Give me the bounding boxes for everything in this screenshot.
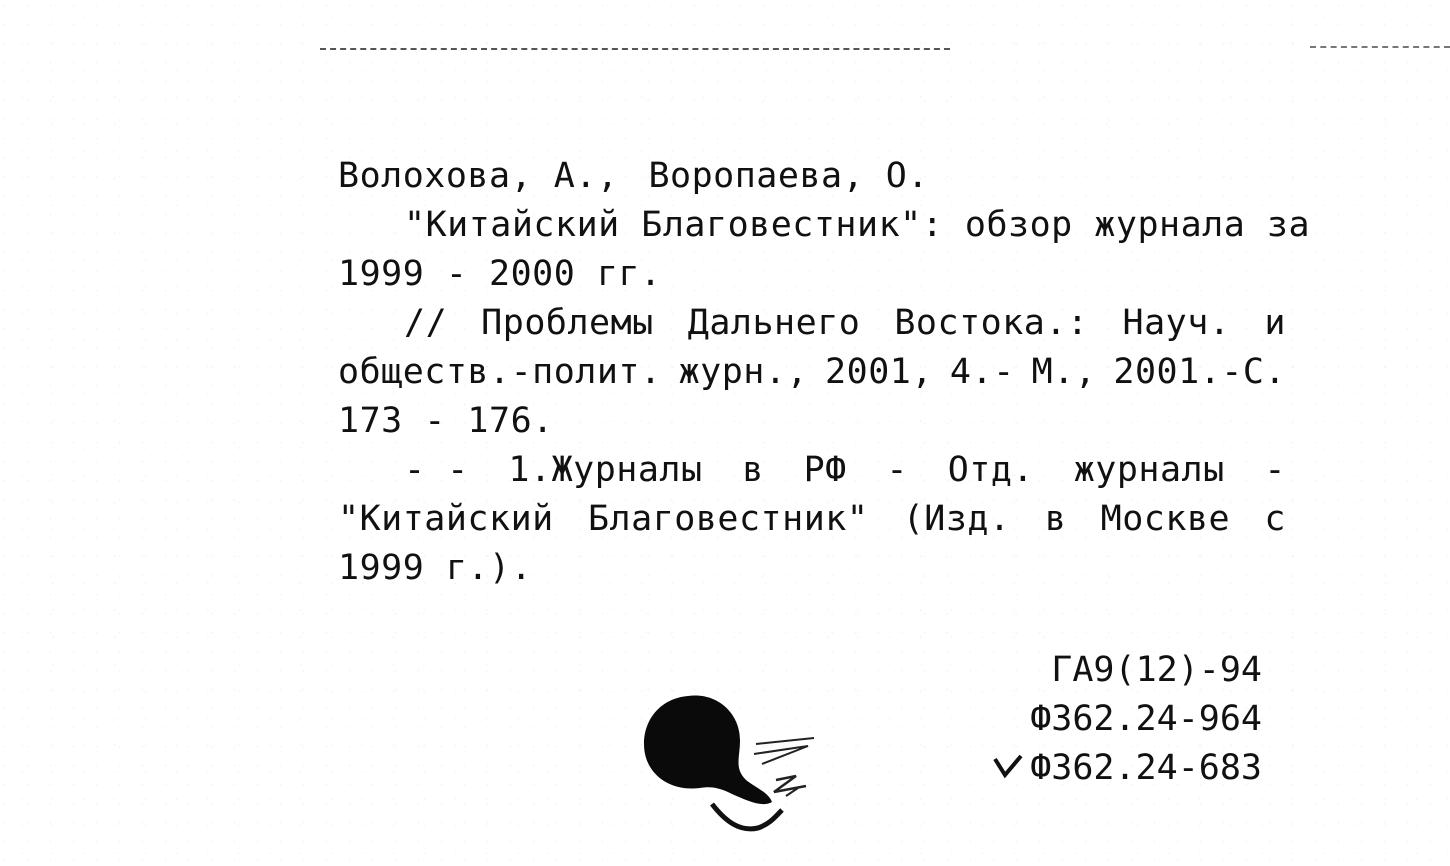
subject-word: Отд.	[947, 450, 1034, 490]
subject-word: в	[1044, 499, 1067, 539]
source-word: Востока.:	[894, 303, 1089, 343]
source-pages: 173 - 176.	[338, 401, 554, 441]
ink-blot-stamp-icon	[636, 692, 826, 842]
subject-word: в	[742, 450, 764, 490]
title-text-2: 1999 - 2000 гг.	[338, 254, 662, 294]
subject-word: журналы	[1073, 450, 1225, 490]
subject-word: - -	[404, 450, 469, 490]
classification-code-3: Ф362.24-683	[980, 744, 1262, 793]
source-word: 2001,	[825, 352, 933, 392]
source-line-3	[338, 397, 1286, 446]
subject-word: 1.Журналы	[508, 450, 703, 490]
source-word: журн.,	[678, 352, 809, 392]
subject-tail: 1999 г.).	[338, 548, 533, 588]
source-word: Науч.	[1122, 303, 1231, 343]
subject-word: с	[1264, 499, 1286, 539]
source-word: //	[404, 303, 448, 343]
source-word: Дальнего	[687, 303, 861, 343]
title-text-1: "Китайский Благовестник": обзор журнала за	[404, 205, 1311, 245]
classification-codes	[980, 646, 1262, 793]
check-mark-icon	[992, 753, 1024, 779]
subject-word: (Изд.	[902, 499, 1011, 539]
subject-word: Москве	[1100, 499, 1231, 539]
bibliographic-entry	[338, 152, 1311, 593]
classification-code-1: ГА9(12)-94	[1051, 650, 1262, 690]
subjects-line-3	[338, 544, 1286, 593]
subject-word: -	[886, 450, 908, 490]
source-word: обществ.-полит.	[338, 352, 662, 392]
subjects-line-2	[338, 495, 1286, 544]
subject-word: РФ	[803, 450, 847, 490]
classification-code-2: Ф362.24-964	[1030, 699, 1262, 739]
title-line-2	[338, 250, 1286, 299]
source-word: и	[1264, 303, 1286, 343]
subjects-line-1	[338, 446, 1286, 495]
authors-line	[338, 152, 1286, 201]
top-dashed-rule	[320, 48, 950, 50]
source-word: 2001.-С.	[1113, 352, 1286, 392]
source-word: 4.-	[949, 352, 1015, 392]
subject-word: -	[1264, 450, 1286, 490]
author-second: Воропаева, О.	[648, 156, 929, 196]
subject-word: "Китайский	[338, 499, 554, 539]
source-line-1	[338, 299, 1286, 348]
author-first: Волохова, А.,	[338, 156, 619, 196]
subject-word: Благовестник"	[587, 499, 869, 539]
source-line-2	[338, 348, 1286, 397]
top-dashed-rule-right	[1310, 46, 1450, 48]
title-line-1	[338, 201, 1311, 250]
source-word: М.,	[1031, 352, 1097, 392]
source-word: Проблемы	[481, 303, 654, 343]
